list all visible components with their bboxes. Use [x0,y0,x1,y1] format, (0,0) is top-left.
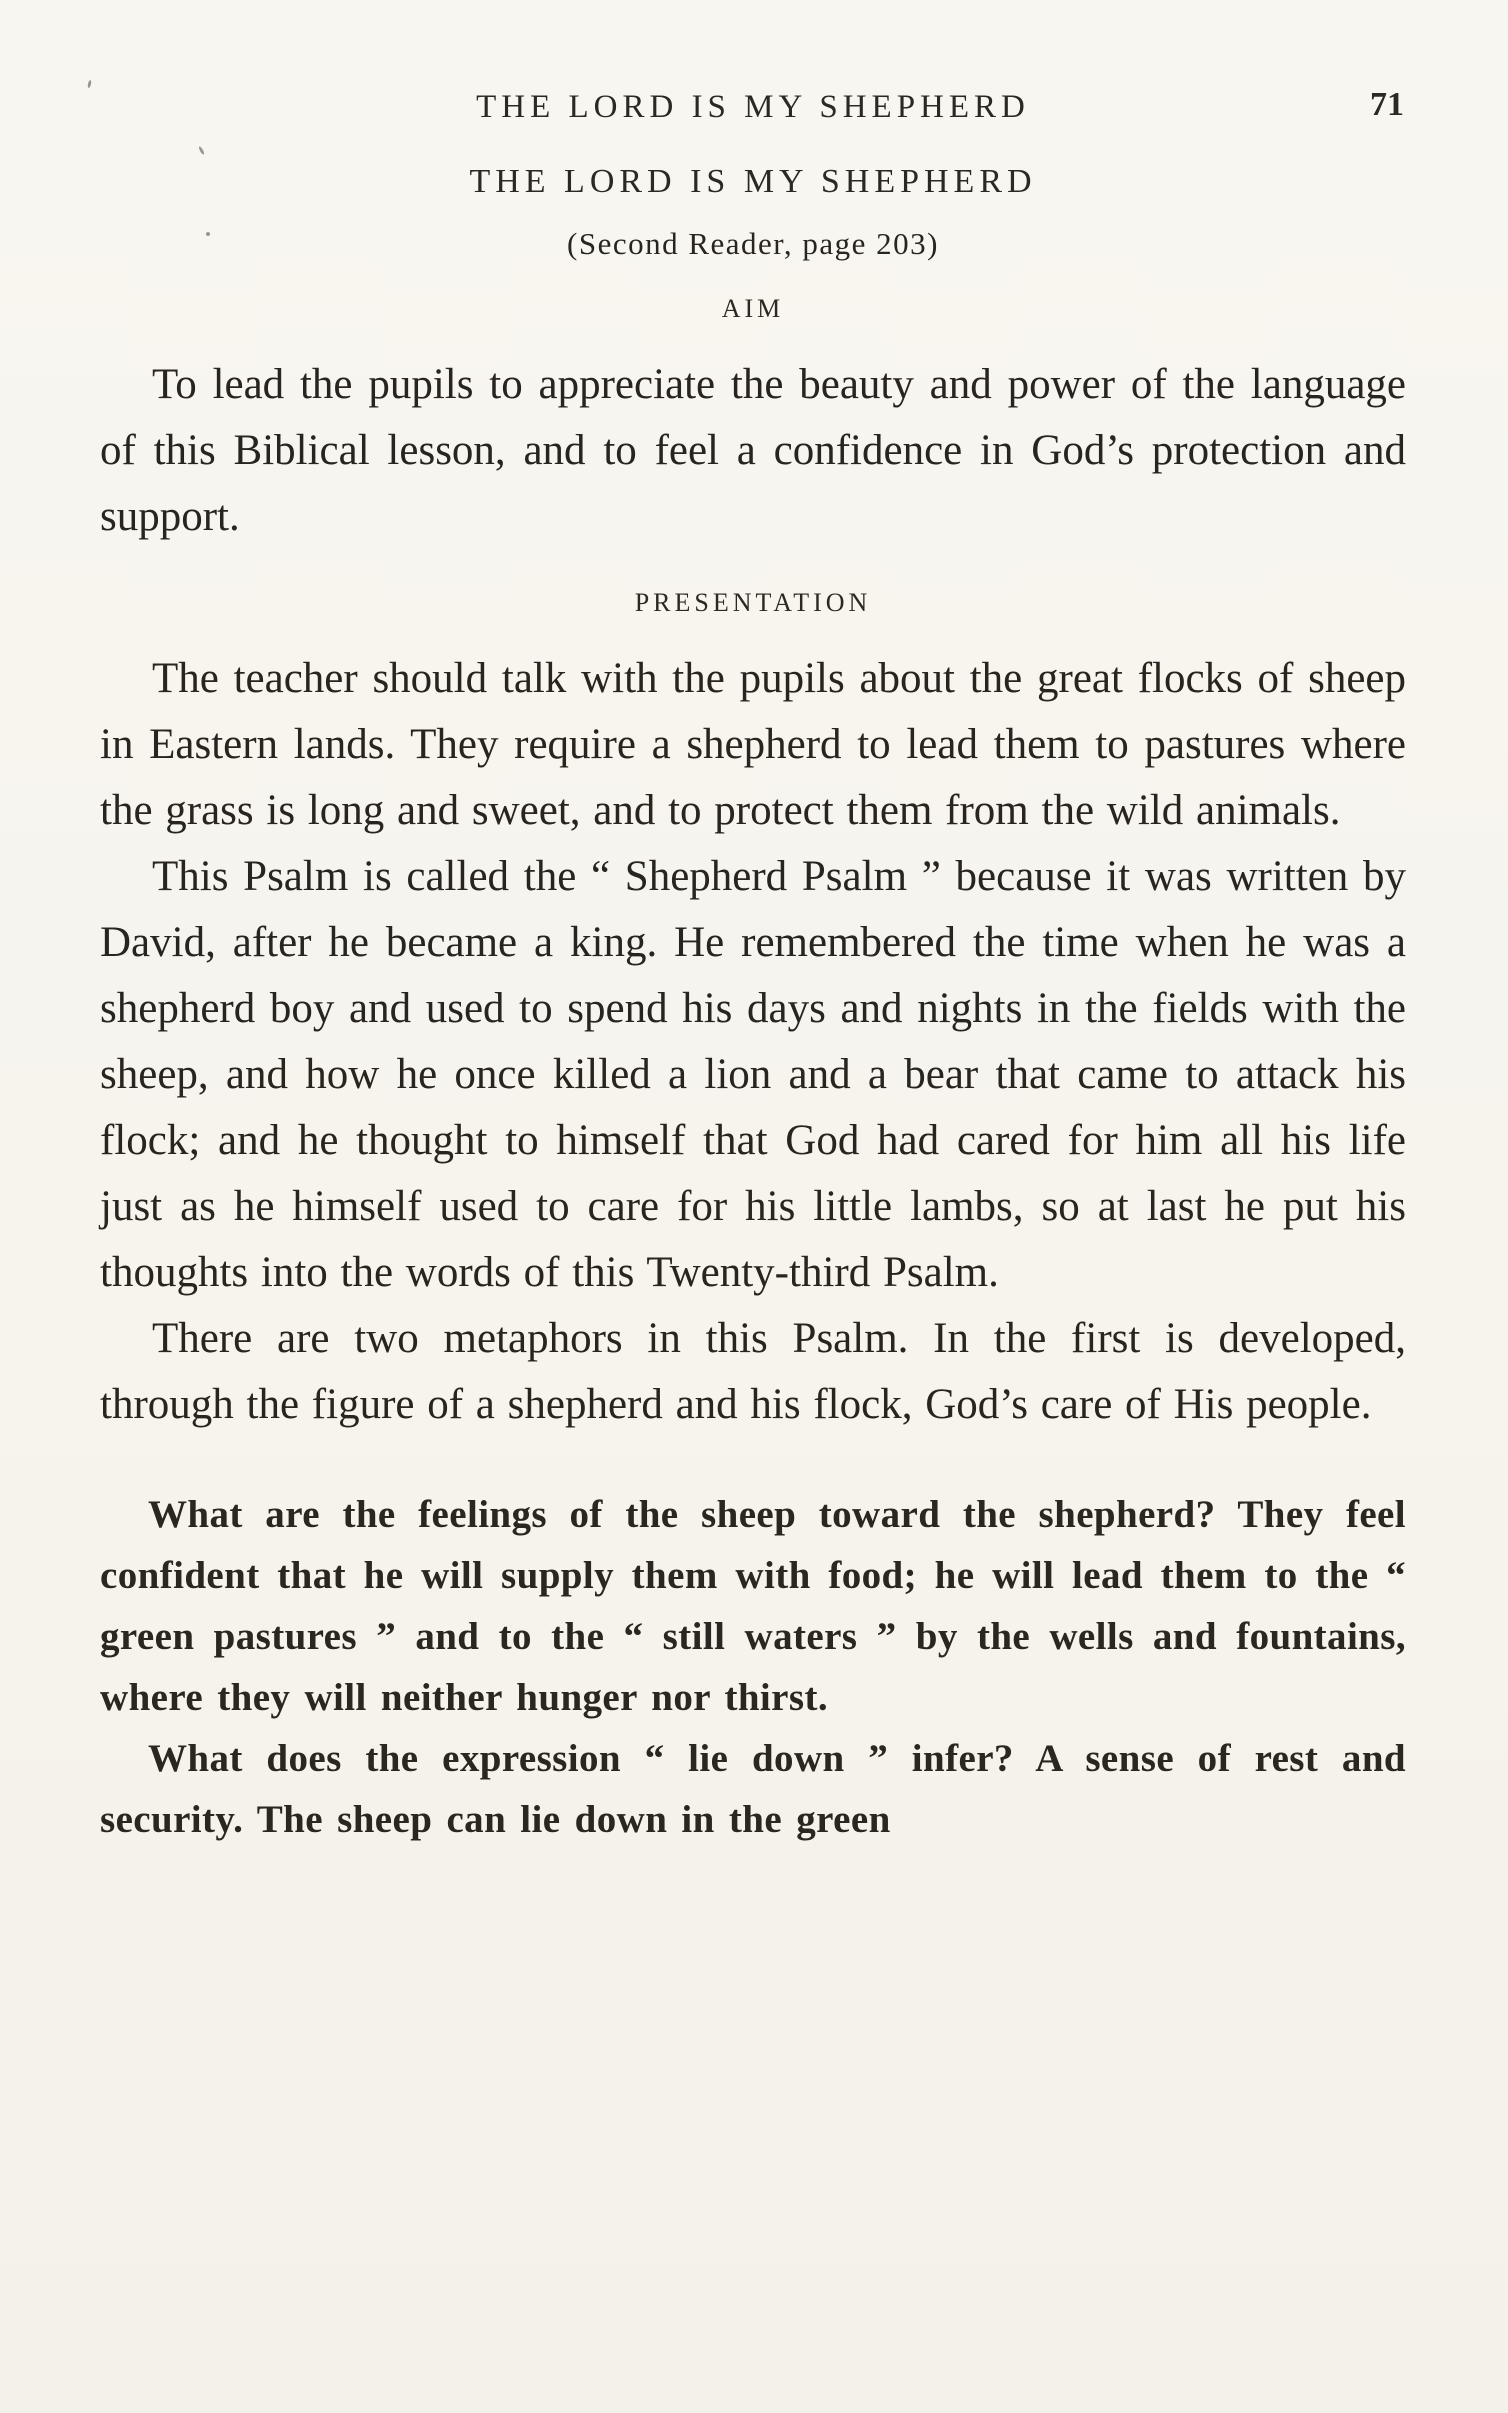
question-answer-section [100,1484,1406,1850]
presentation-paragraph-1: The teacher should talk with the pupils about the great flocks of sheep in Eastern lands. They require a shepherd to lead them to pastures where the grass is long and sweet, and to protect them from the wild animals. [100,655,1406,834]
running-header-title: THE LORD IS MY SHEPHERD [476,89,1030,125]
scan-artifact-speck [198,146,205,155]
scan-artifact-speck [87,80,92,88]
lesson-subtitle: (Second Reader, page 203) [567,226,939,261]
section-heading-presentation: PRESENTATION [634,588,872,617]
lesson-title: THE LORD IS MY SHEPHERD [469,163,1037,200]
page-number: 71 [1370,86,1404,123]
presentation-paragraph-3: There are two metaphors in this Psalm. In the first is developed, through the figure of a shepherd and his flock, God’s care of His people. [100,1315,1406,1428]
qa-paragraph-1: What are the feelings of the sheep toward the shepherd? They feel confident that he will supply them with food; he will lead them to the “ green pastures ” and to the “ still waters ” by the wells and fountains, where they will neither hunger nor thirst. [100,1493,1406,1719]
aim-paragraph: To lead the pupils to appreciate the beauty and power of the language of this Biblical lesson, and to feel a confidence in God’s protection and support. [100,361,1406,540]
qa-paragraph-2: What does the expression “ lie down ” infer? A sense of rest and security. The sheep can lie down in the green [100,1737,1406,1841]
running-header [100,88,1406,126]
section-heading-aim: AIM [721,294,785,323]
presentation-paragraph-2: This Psalm is called the “ Shepherd Psalm ” because it was written by David, after he became a king. He remembered the time when he was a shepherd boy and used to spend his days and nights in the fields with the sheep, and how he once killed a lion and a bear that came to attack his flock; and he thought to himself that God had cared for him all his life just as he himself used to care for his little lambs, so at last he put his thoughts into the words of this Twenty-third Psalm. [100,853,1406,1296]
scan-artifact-speck [206,232,210,236]
